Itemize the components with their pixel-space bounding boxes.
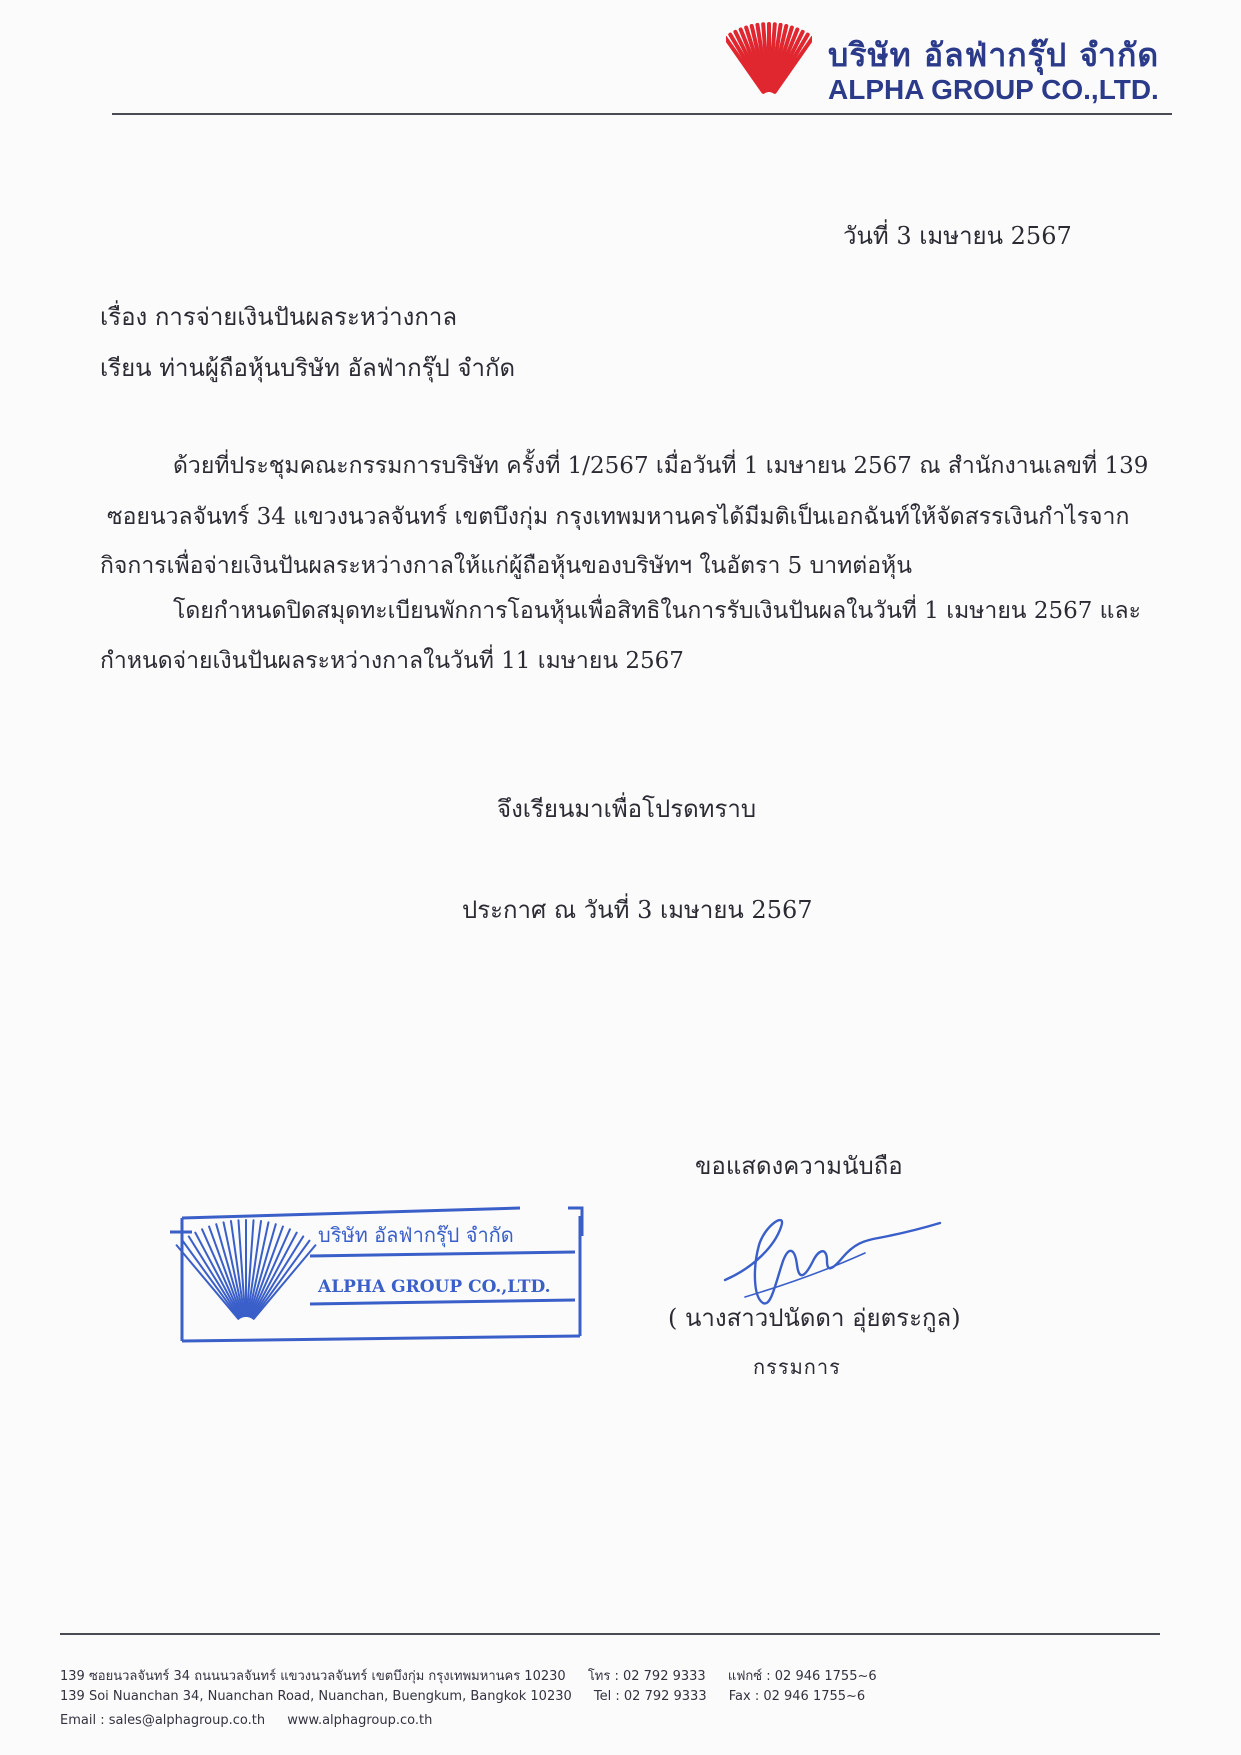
- footer-website: www.alphagroup.co.th: [287, 1713, 433, 1728]
- paragraph-line: ด้วยที่ประชุมคณะกรรมการบริษัท ครั้งที่ 1/2567 เมื่อวันที่ 1 เมษายน 2567 ณ สำนักงานเลขที่ 139: [173, 453, 1149, 479]
- footer-tel-th: โทร : 02 792 9333: [587, 1669, 706, 1684]
- footer-line-th: [60, 1665, 877, 1686]
- closing-line: จึงเรียนมาเพื่อโปรดทราบ: [497, 795, 757, 823]
- company-stamp: [170, 1196, 590, 1356]
- paragraph-line: ซอยนวลจันทร์ 34 แขวงนวลจันทร์ เขตบึงกุ่ม กรุงเทพมหานครได้มีมติเป็นเอกฉันท์ให้จัดสรรเงินกำไรจาก: [107, 504, 1130, 530]
- stamp-name-th: บริษัท อัลฟ่ากรุ๊ป จำกัด: [318, 1223, 514, 1247]
- stamp-fan-icon: [177, 1220, 316, 1319]
- footer-fax-th: แฟกซ์ : 02 946 1755~6: [727, 1669, 877, 1684]
- announcement-date: ประกาศ ณ วันที่ 3 เมษายน 2567: [462, 896, 813, 924]
- footer-tel-en: Tel : 02 792 9333: [593, 1689, 707, 1704]
- company-name-th: บริษัท อัลฟ่ากรุ๊ป จำกัด: [828, 36, 1160, 74]
- footer-line-en: [60, 1689, 865, 1704]
- regards-line: ขอแสดงความนับถือ: [695, 1152, 903, 1180]
- footer-contact: [60, 1713, 432, 1728]
- signer-name: ( นางสาวปนัดดา อุ่ยตระกูล): [668, 1304, 961, 1332]
- signer-position: กรรมการ: [753, 1355, 841, 1379]
- paragraph-line: กำหนดจ่ายเงินปันผลระหว่างกาลในวันที่ 11 เมษายน 2567: [100, 648, 684, 674]
- footer-fax-en: Fax : 02 946 1755~6: [728, 1689, 866, 1704]
- company-name-en: ALPHA GROUP CO.,LTD.: [828, 74, 1159, 105]
- footer-address-th: 139 ซอยนวลจันทร์ 34 ถนนนวลจันทร์ แขวงนวลจันทร์ เขตบึงกุ่ม กรุงเทพมหานคร 10230: [60, 1669, 566, 1684]
- letter-recipient: เรียน ท่านผู้ถือหุ้นบริษัท อัลฟ่ากรุ๊ป จำกัด: [100, 354, 516, 382]
- paragraph-line: กิจการเพื่อจ่ายเงินปันผลระหว่างกาลให้แก่ผู้ถือหุ้นของบริษัทฯ ในอัตรา 5 บาทต่อหุ้น: [100, 553, 912, 579]
- footer-divider: [60, 1633, 1160, 1635]
- paragraph-line: โดยกำหนดปิดสมุดทะเบียนพักการโอนหุ้นเพื่อสิทธิในการรับเงินปันผลในวันที่ 1 เมษายน 2567 และ: [173, 598, 1141, 624]
- letter-date: วันที่ 3 เมษายน 2567: [843, 222, 1072, 250]
- handwritten-signature: [715, 1205, 945, 1315]
- stamp-name-en: ALPHA GROUP CO.,LTD.: [318, 1277, 551, 1297]
- letter-subject: เรื่อง การจ่ายเงินปันผลระหว่างกาล: [100, 303, 458, 331]
- footer-email: Email : sales@alphagroup.co.th: [60, 1713, 266, 1728]
- fan-triangle-logo-icon: [726, 22, 812, 106]
- footer-address-en: 139 Soi Nuanchan 34, Nuanchan Road, Nuanchan, Buengkum, Bangkok 10230: [60, 1689, 572, 1704]
- header-divider: [112, 113, 1172, 115]
